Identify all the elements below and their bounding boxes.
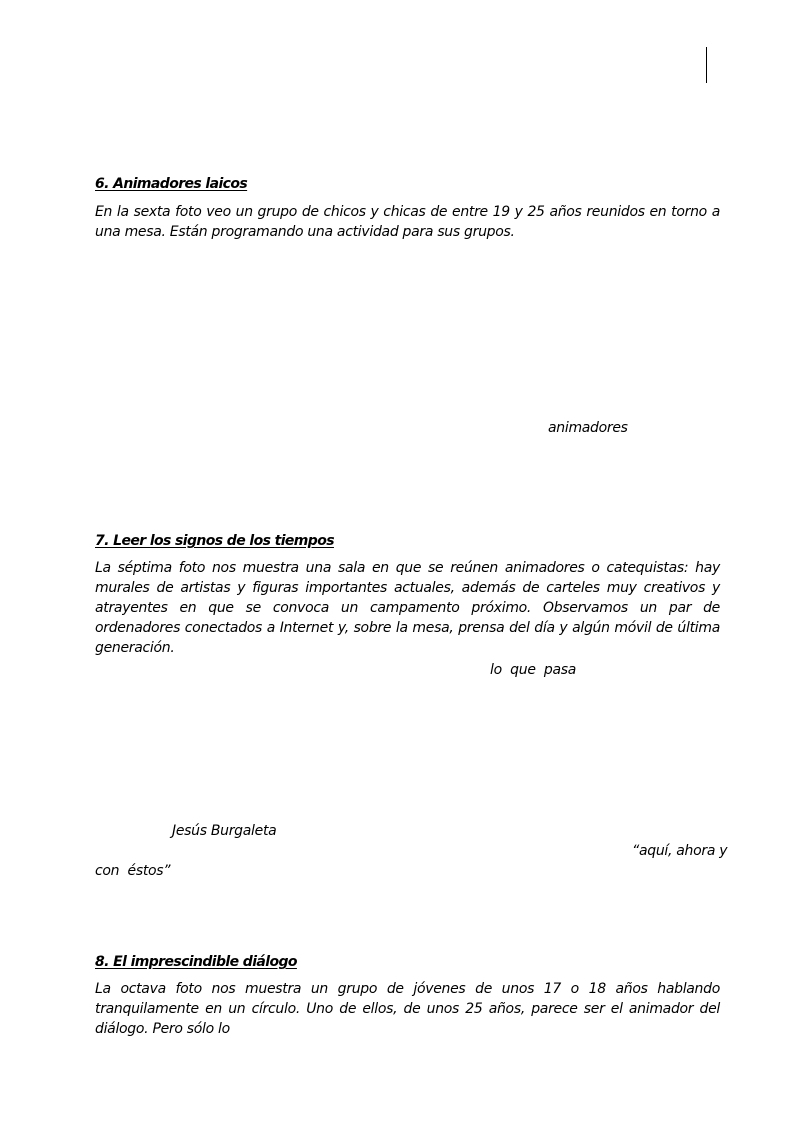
section-8-heading: 8. El imprescindible diálogo: [95, 954, 297, 970]
section-6-heading: 6. Animadores laicos: [95, 176, 248, 192]
section-8-paragraph: La octava foto nos muestra un grupo de jóvenes de unos 17 o 18 años hablando tranquilamente en un círculo. Uno de ellos, de unos 25 años, parece ser el animador del diálogo. Pero sólo lo: [95, 981, 720, 1037]
page-header-rule: [706, 47, 707, 83]
section-7-fragment-lo-que-pasa: lo que pasa: [490, 662, 577, 678]
section-7-fragment-author: Jesús Burgaleta: [172, 823, 277, 839]
section-6-fragment: animadores: [548, 420, 628, 436]
section-7-paragraph: La séptima foto nos muestra una sala en que se reúnen animadores o catequistas: hay murales de artistas y figuras importantes actuales, además de carteles muy creativos y atrayentes en que se convoca un campamento próximo. Observamos un par de ordenadores conectados a Internet y, sobre la mesa, prensa del día y algún móvil de última generación.: [95, 560, 720, 656]
section-7-heading: 7. Leer los signos de los tiempos: [95, 533, 334, 549]
section-7-fragment-quote-end: con éstos”: [95, 863, 171, 879]
section-6-paragraph: En la sexta foto veo un grupo de chicos y chicas de entre 19 y 25 años reunidos en torno a una mesa. Están programando una actividad para sus grupos.: [95, 204, 720, 240]
section-7-fragment-quote-start: “aquí, ahora y: [632, 843, 728, 859]
